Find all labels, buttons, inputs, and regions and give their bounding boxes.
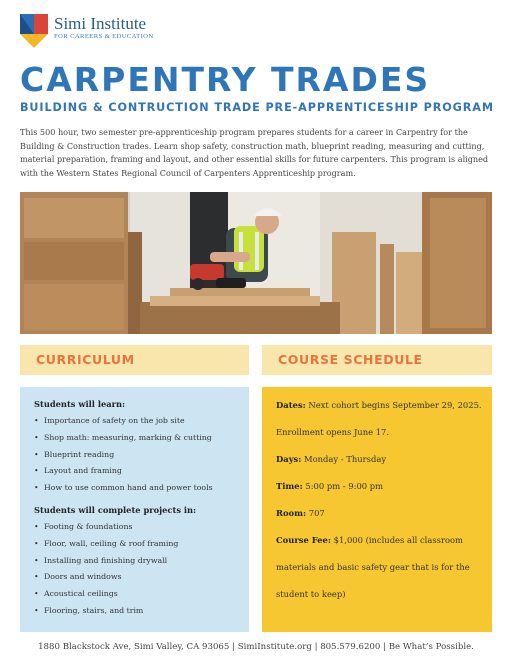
list-item: • Installing and finishing drywall	[34, 553, 237, 570]
fee-row	[276, 527, 482, 608]
room-row	[276, 500, 482, 527]
dates-label: Dates:	[276, 400, 306, 410]
brand-tagline: FOR CAREERS & EDUCATION	[54, 33, 154, 40]
list-item: • Blueprint reading	[34, 447, 237, 464]
learn-heading: Students will learn:	[34, 399, 126, 409]
projects-heading: Students will complete projects in:	[34, 504, 197, 515]
program-description: This 500 hour, two semester pre-apprenticeship program prepares students for a career in Carpentry for the Building & Construction trades. Learn shop safety, construction math, blueprint reading, measuring and cutting, material preparation, framing and layout, and other essential skills for future carpenters. This program is aligned with the Western States Regional Council of Carpenters Apprenticeship program.	[20, 127, 489, 178]
fee-value: $1,000 (includes all classroom materials and basic safety gear that is for the student to keep)	[276, 535, 470, 599]
page-title: CARPENTRY TRADES	[20, 60, 431, 99]
list-item: • How to use common hand and power tools	[34, 480, 237, 497]
dates-row	[276, 392, 482, 446]
days-value: Monday - Thursday	[304, 454, 387, 464]
course-schedule-panel	[262, 387, 492, 632]
list-item: • Shop math: measuring, marking & cutting	[34, 430, 237, 447]
curriculum-panel	[20, 387, 249, 632]
list-item: • Layout and framing	[34, 463, 237, 480]
contact-footer: 1880 Blackstock Ave, Simi Valley, CA 93065 | SimiInstitute.org | 805.579.6200 | Be What’s Possible.	[38, 642, 474, 652]
list-item: • Importance of safety on the job site	[34, 413, 237, 430]
room-value: 707	[308, 508, 325, 518]
time-row	[276, 473, 482, 500]
time-value: 5:00 pm - 9:00 pm	[305, 481, 384, 491]
fee-label: Course Fee:	[276, 535, 331, 545]
course-schedule-heading: COURSE SCHEDULE	[262, 345, 492, 375]
curriculum-heading: CURRICULUM	[20, 345, 249, 375]
projects-list	[34, 519, 237, 620]
simi-institute-logo	[20, 14, 48, 48]
list-item: • Doors and windows	[34, 569, 237, 586]
days-label: Days:	[276, 454, 302, 464]
list-item: • Flooring, stairs, and trim	[34, 603, 237, 620]
page-subtitle: BUILDING & CONTRUCTION TRADE PRE-APPRENTICESHIP PROGRAM	[20, 101, 494, 114]
list-item: • Floor, wall, ceiling & roof framing	[34, 536, 237, 553]
carpenter-workshop-photo	[20, 192, 492, 334]
list-item: • Footing & foundations	[34, 519, 237, 536]
time-label: Time:	[276, 481, 303, 491]
brand-name: Simi Institute	[54, 14, 147, 33]
days-row	[276, 446, 482, 473]
dates-value: Next cohort begins September 29, 2025. Enrollment opens June 17.	[276, 400, 482, 437]
learn-list	[34, 413, 237, 497]
room-label: Room:	[276, 508, 307, 518]
list-item: • Acoustical ceilings	[34, 586, 237, 603]
